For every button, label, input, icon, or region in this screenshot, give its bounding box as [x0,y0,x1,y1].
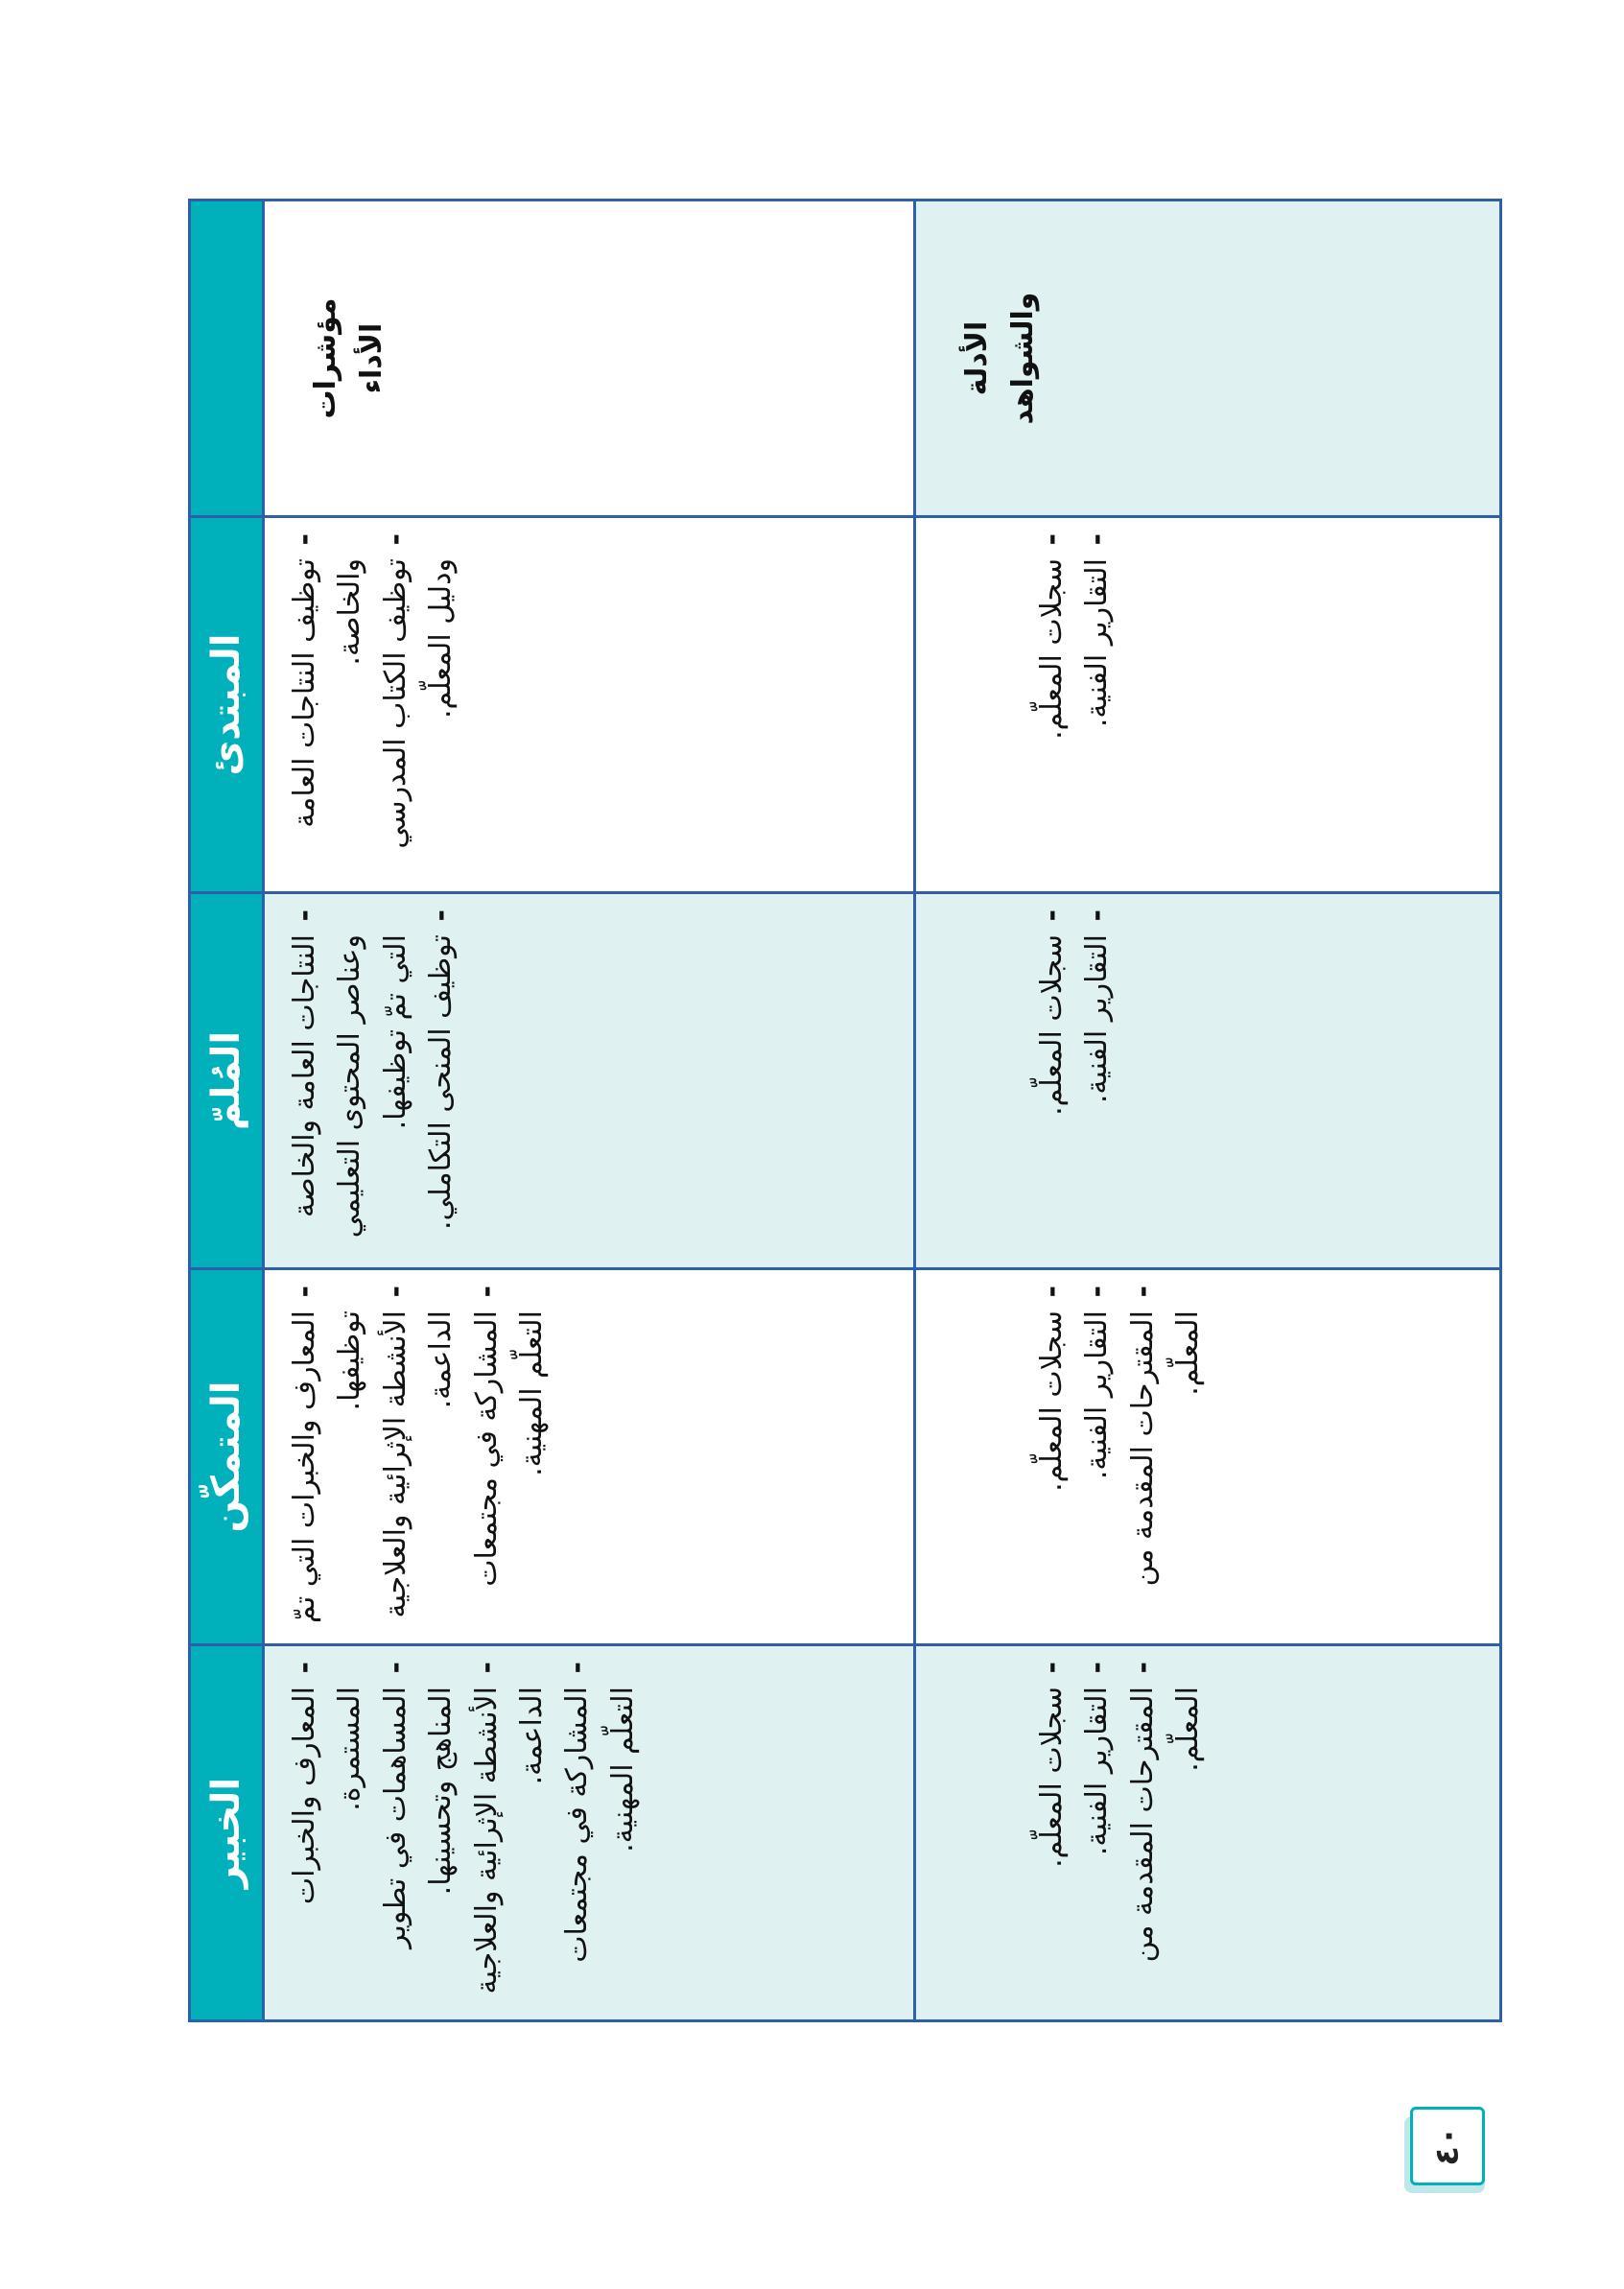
row-label-evidence [915,201,1501,517]
list-item: - سجلات المعلّم. [1035,1286,1069,1492]
list-item-text: المقترحات المقدمة من المعلّم. [1125,1310,1206,1587]
list-item-text: توظيف المنحى التكاملي. [424,934,459,1230]
evidence-competent-cell [915,1269,1501,1645]
list-item: - المعارف والخبرات التي تمّ توظيفها. [288,1286,367,1623]
list-item-text: المعارف والخبرات التي تمّ توظيفها. [288,1310,367,1623]
list-item: - التقارير الفنية. [1080,533,1115,728]
list-item: - الأنشطة الإثرائية والعلاجية الداعمة. [469,1662,549,1994]
list-item: - الأنشطة الإثرائية والعلاجية الداعمة. [378,1286,459,1618]
list-item-text: التقارير الفنية. [1080,934,1115,1104]
list-item-text: سجلات المعلّم. [1035,558,1069,740]
list-item: - التقارير الفنية. [1080,909,1115,1104]
row-label-line: الأدلة [960,320,994,396]
list-item: - سجلات المعلّم. [1035,533,1069,740]
list-item: - المقترحات المقدمة من المعلّم. [1125,1286,1206,1587]
row-label-line: الأداء [355,322,388,394]
list-item-text: التقارير الفنية. [1080,1687,1115,1856]
list-item: - التقارير الفنية. [1080,1662,1115,1856]
row-label-indicators [264,201,915,517]
table-row [915,201,1501,2021]
row-label-line: والشواهد [1006,292,1040,425]
list-item-text: الأنشطة الإثرائية والعلاجية الداعمة. [378,1310,459,1618]
indicators-proficient-cell [264,893,915,1269]
list-item: - توظيف النتاجات العامة والخاصة. [288,533,367,828]
evidence-beginner-cell [915,517,1501,893]
list-item-text: المقترحات المقدمة من المعلّم. [1125,1687,1206,1963]
list-item: - المعارف والخبرات المستمرة. [288,1662,367,1905]
row-label-line: مؤشرات [309,297,342,419]
performance-levels-table [188,199,1502,2022]
list-item: - المشاركة في مجتمعات التعلّم المهنية. [560,1662,640,1963]
list-item: - المشاركة في مجتمعات التعلّم المهنية. [469,1286,549,1587]
evidence-proficient-cell [915,893,1501,1269]
page-number: ٤٠ [1410,2107,1485,2185]
indicators-competent-cell [264,1269,915,1645]
list-item-text: توظيف الكتاب المدرسي ودليل المعلّم. [378,558,459,849]
list-item-text: توظيف النتاجات العامة والخاصة. [288,558,367,828]
rotated-page [188,201,1420,2022]
list-item-text: التقارير الفنية. [1080,1310,1115,1480]
list-item-text: المساهمات في تطوير المناهج وتحسينها. [378,1687,459,1949]
list-item: - سجلات المعلّم. [1035,909,1069,1116]
list-item-text: المشاركة في مجتمعات التعلّم المهنية. [469,1310,549,1587]
evidence-expert-cell [915,1645,1501,2021]
level-header-beginner: المبتدئ [190,517,264,893]
list-item-text: الأنشطة الإثرائية والعلاجية الداعمة. [469,1687,549,1994]
list-item: - المساهمات في تطوير المناهج وتحسينها. [378,1662,459,1949]
indicators-expert-cell [264,1645,915,2021]
list-item-text: النتاجات العامة والخاصة وعناصر المحتوى التعليمي التي تمّ توظيفها. [288,934,412,1239]
list-item-text: المعارف والخبرات المستمرة. [288,1687,367,1905]
list-item-text: سجلات المعلّم. [1035,1310,1069,1492]
list-item: - سجلات المعلّم. [1035,1662,1069,1868]
indicators-beginner-cell [264,517,915,893]
list-item: - توظيف الكتاب المدرسي ودليل المعلّم. [378,533,459,849]
header-corner [190,201,264,517]
table-row [264,201,915,2021]
list-item-text: المشاركة في مجتمعات التعلّم المهنية. [560,1687,640,1963]
list-item-text: سجلات المعلّم. [1035,934,1069,1116]
level-header-competent: المتمكّن [190,1269,264,1645]
list-item: - توظيف المنحى التكاملي. [424,909,459,1230]
list-item: - النتاجات العامة والخاصة وعناصر المحتوى التعليمي التي تمّ توظيفها. [288,909,412,1239]
list-item-text: سجلات المعلّم. [1035,1687,1069,1868]
list-item-text: التقارير الفنية. [1080,558,1115,728]
list-item: - المقترحات المقدمة من المعلّم. [1125,1662,1206,1963]
level-header-proficient: المُلمّ [190,893,264,1269]
header-row [190,201,264,2021]
list-item: - التقارير الفنية. [1080,1286,1115,1480]
level-header-expert: الخبير [190,1645,264,2021]
